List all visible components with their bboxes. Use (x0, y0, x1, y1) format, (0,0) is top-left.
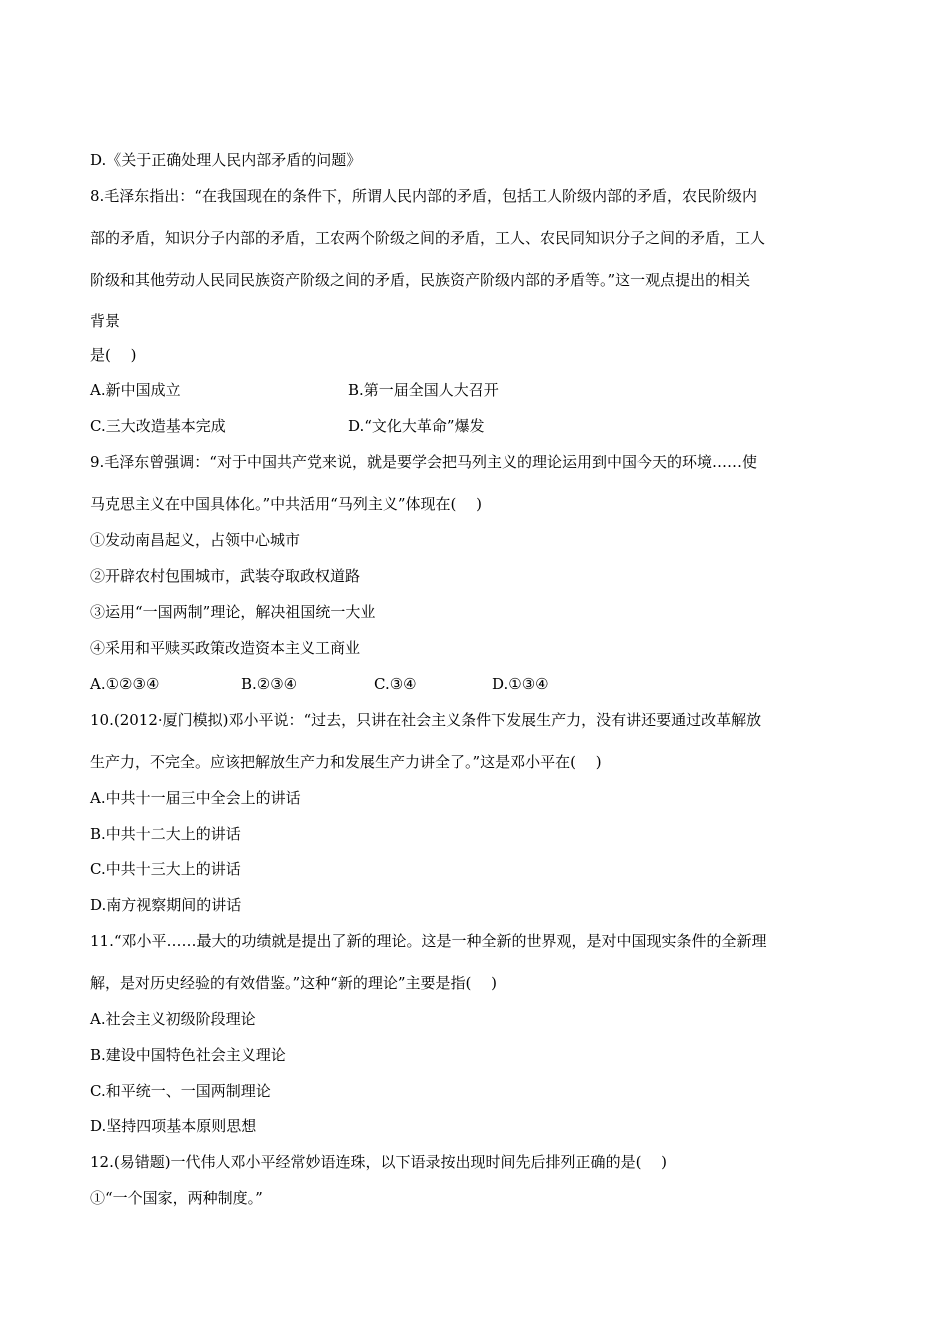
q9-option-c: C.③④ (374, 675, 417, 693)
q9-option-b: B.②③④ (241, 675, 298, 693)
q8-option-c: C.三大改造基本完成 (90, 417, 226, 435)
q11-stem-line: 11.“邓小平……最大的功绩就是提出了新的理论。这是一种全新的世界观，是对中国现实条件的全新理 (90, 932, 767, 950)
q9-item: ②开辟农村包围城市，武装夺取政权道路 (90, 567, 361, 585)
q10-option-b: B.中共十二大上的讲话 (90, 825, 241, 843)
q9-option-d: D.①③④ (492, 675, 549, 693)
q11-option-b: B.建设中国特色社会主义理论 (90, 1046, 286, 1064)
q8-stem-line: 阶级和其他劳动人民同民族资产阶级之间的矛盾，民族资产阶级内部的矛盾等。”这一观点提出的相关 (90, 271, 751, 289)
q9-stem-line: 9.毛泽东曾强调：“对于中国共产党来说，就是要学会把马列主义的理论运用到中国今天的环境……使 (90, 453, 757, 471)
q8-option-d: D.“文化大革命”爆发 (348, 417, 485, 435)
q12-item: ①“一个国家，两种制度。” (90, 1189, 263, 1207)
q9-item: ③运用“一国两制”理论，解决祖国统一大业 (90, 603, 376, 621)
q9-stem-line: 马克思主义在中国具体化。”中共活用“马列主义”体现在( ) (90, 495, 482, 513)
q10-option-c: C.中共十三大上的讲话 (90, 860, 241, 878)
q8-option-b: B.第一届全国人大召开 (348, 381, 499, 399)
q9-option-a: A.①②③④ (90, 675, 160, 693)
q11-stem-line: 解，是对历史经验的有效借鉴。”这种“新的理论”主要是指( ) (90, 974, 497, 992)
q11-option-a: A.社会主义初级阶段理论 (90, 1010, 256, 1028)
q7-option-d: D.《关于正确处理人民内部矛盾的问题》 (90, 151, 362, 169)
q8-stem-line: 部的矛盾，知识分子内部的矛盾，工农两个阶级之间的矛盾，工人、农民同知识分子之间的矛盾，工人 (90, 229, 766, 247)
q10-stem-line: 10.(2012·厦门模拟)邓小平说：“过去，只讲在社会主义条件下发展生产力，没有讲还要通过改革解放 (90, 711, 762, 729)
q8-option-a: A.新中国成立 (90, 381, 181, 399)
q9-item: ①发动南昌起义，占领中心城市 (90, 531, 301, 549)
q11-option-c: C.和平统一、一国两制理论 (90, 1082, 271, 1100)
q12-stem-line: 12.(易错题)一代伟人邓小平经常妙语连珠，以下语录按出现时间先后排列正确的是( ) (90, 1153, 668, 1171)
q10-stem-line: 生产力，不完全。应该把解放生产力和发展生产力讲全了。”这是邓小平在( ) (90, 753, 602, 771)
q10-option-a: A.中共十一届三中全会上的讲话 (90, 789, 301, 807)
q10-option-d: D.南方视察期间的讲话 (90, 896, 242, 914)
q11-option-d: D.坚持四项基本原则思想 (90, 1117, 257, 1135)
q8-stem-line: 8.毛泽东指出：“在我国现在的条件下，所谓人民内部的矛盾，包括工人阶级内部的矛盾，农民阶级内 (90, 187, 757, 205)
q8-stem-line: 是( ) (90, 346, 137, 364)
q8-stem-line: 背景 (90, 312, 121, 330)
q9-item: ④采用和平赎买政策改造资本主义工商业 (90, 639, 361, 657)
